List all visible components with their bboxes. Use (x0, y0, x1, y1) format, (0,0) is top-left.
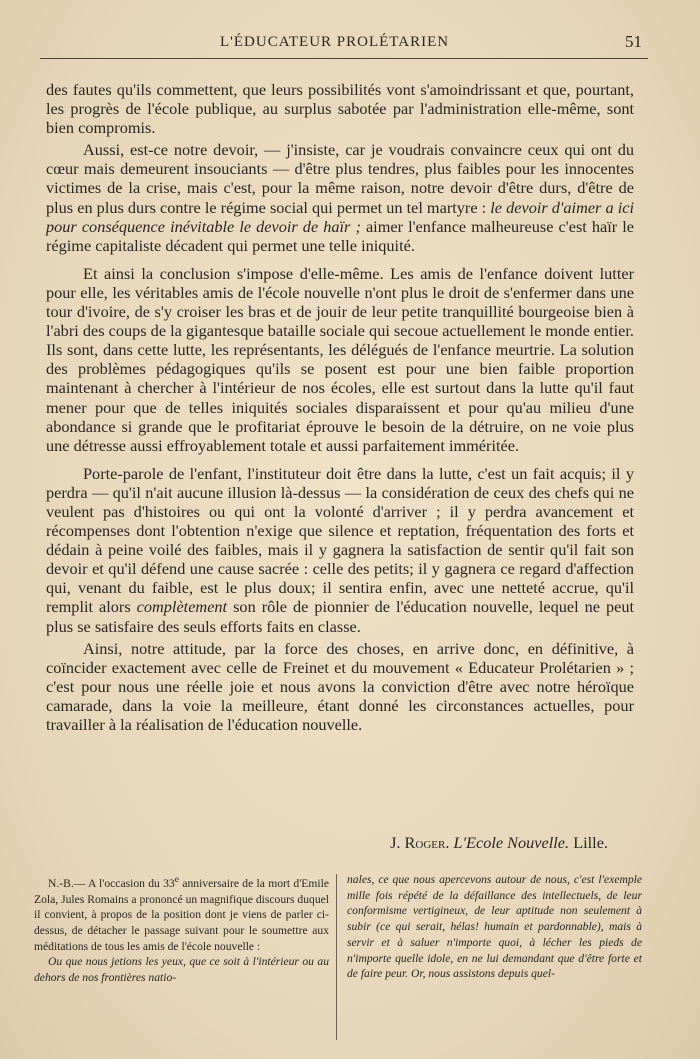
source-publication: L'Ecole Nouvelle. (453, 833, 570, 852)
footnote-quote-continued: nales, ce que nous apercevons autour de nous, c'est l'exemple mille fois répété de la défaillance des intellectuels, de leur conformisme vertigineux, de leur aptitude non seulement à subir (ce qui serait, hélas! humain et pardonnable), mais à servir et à saluer n'importe quoi, à lécher les pieds de n'importe quelle idole, en ne lui demandant que d'être forte et de faire peur. Or, nous assistons depuis quel- (347, 873, 642, 981)
paragraph-4-text-a: Porte-parole de l'enfant, l'instituteur doit être dans la lutte, c'est un fait acquis; il y perdra — qu'il n'ait aucune illusion là-dessus — la considération de ceux des chefs qui ne veulent pas d'histoires ou qui ont la volonté d'arriver ; il y perdra avancement et récompenses dont l'obtention n'exige que silence et reptation, fréquentation des forts et dédain à peine voilé des faibles, mais il y gagnera la satisfaction de sentir qu'il fait son devoir et qu'il défend une cause sacrée : celle des petits; il y gagnera ce regard d'affection qui, venant du faible, est le plus doux; il sentira enfin, avec une netteté accrue, qu'il remplit alors (46, 463, 634, 617)
paragraph-4-text-b: son rôle de pionnier de l'éducation nouvelle, lequel ne peut plus se satisfaire des seuls efforts faits en classe. (46, 597, 634, 636)
footnote-superscript: e (174, 874, 180, 885)
footnote-intro-text-a: N.-B.— A l'occasion du 33 (48, 876, 175, 890)
footnote (34, 872, 646, 1042)
paragraph-2-emphasis: le devoir d'aimer a ici pour conséquence inévitable le devoir de haïr ; (46, 197, 634, 236)
footnote-intro-text-b: anniversaire de la mort d'Emile Zola, Jules Romains a prononcé un magnifique discours duquel il convient, à propos de la position dont je viens de parler ci-dessus, de détacher le passage suivant pour le soumettre aux méditations de tous les amis de l'école nouvelle : (34, 876, 329, 953)
paragraph-2-text-b: aimer l'enfance malheureuse c'est haïr le régime capitaliste décadent qui permet une telle iniquité. (46, 216, 635, 255)
paragraph-1: des fautes qu'ils commettent, que leurs possibilités vont s'amoindrissant et que, pourtant, les progrès de l'école publique, au surplus sabotée par l'administration elle-même, sont bien compromis. (46, 80, 634, 138)
footnote-intro (34, 872, 329, 954)
footnote-column-right (347, 872, 642, 982)
signature (46, 833, 608, 853)
paragraph-3: Et ainsi la conclusion s'impose d'elle-même. Les amis de l'enfance doivent lutter pour elle, les véritables amis de l'école nouvelle n'ont plus le droit de s'enfermer dans une tour d'ivoire, de s'y croiser les bras et de jouir de leur petite tranquillité bourgeoise bien à l'abri des coups de la gigantesque bataille sociale qui secoue actuellement le monde entier. Ils sont, dans cette lutte, les représentants, les délégués de l'enfance meurtrie. La solution des problèmes pédagogiques qu'ils se posent est pour une bien faible proportion maintenant à chercher à l'intérieur de nos écoles, elle est surtout dans la lutte qu'il faut mener pour que de telles iniquités sociales disparaissent et pour qu'au milieu d'une abondance si grande que le profitariat éprouve le besoin de la détruire, on ne voie plus une détresse aussi effroyablement totale et aussi parfaitement imméritée. (46, 263, 634, 455)
footnote-column-left (34, 872, 329, 986)
page-number: 51 (625, 32, 642, 51)
paragraph-2-text-a: Aussi, est-ce notre devoir, — j'insiste, car je voudrais convaincre ceux qui ont du cœur mais demeurent insouciants — d'être plus tendres, plus faibles pour les innocentes victimes de la crise, mais c'est, pour la même raison, notre devoir d'être durs, d'être de plus en plus durs contre le régime social qui permet un tel martyre : (46, 140, 634, 217)
paragraph-4-emphasis: complètement (136, 597, 228, 617)
column-divider (336, 874, 337, 1040)
paragraph-2 (46, 140, 634, 255)
paragraph-5: Ainsi, notre attitude, par la force des choses, en arrive donc, en définitive, à coïncider exactement avec celle de Freinet et du mouvement « Educateur Prolétarien » ; c'est pour nous une réelle joie et nous avons la conviction d'être avec notre héroïque camarade, dans la voie la meilleure, étant donné les circonstances actuelles, pour travailler à la réalisation de l'éducation nouvelle. (46, 638, 634, 734)
footnote-quote-start: Ou que nous jetions les yeux, que ce soit à l'intérieur ou au dehors de nos frontières natio- (34, 955, 329, 985)
running-header (40, 30, 648, 59)
author-name: J. Roger. (390, 833, 450, 852)
journal-title: L'ÉDUCATEUR PROLÉTARIEN (220, 34, 450, 50)
article-body (46, 80, 634, 734)
paragraph-4 (46, 464, 634, 636)
source-city: Lille. (573, 833, 608, 852)
